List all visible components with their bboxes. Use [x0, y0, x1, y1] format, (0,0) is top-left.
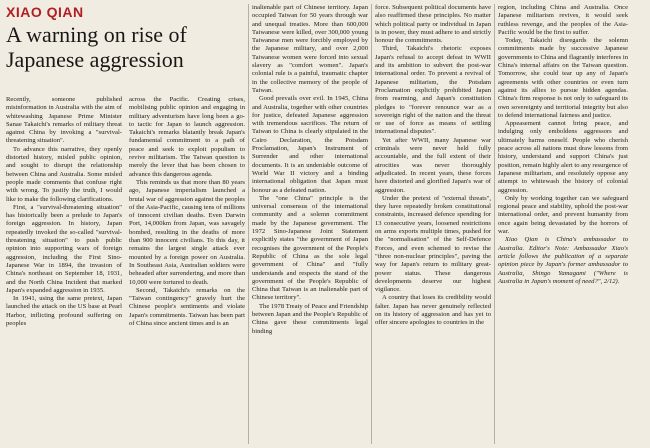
paragraph: In 1941, using the same pretext, Japan launched the attack on the US base at Pearl Harbor, inflicting profound suffering on peoples — [6, 295, 122, 328]
paragraph: across the Pacific. Creating crises, mobilising public opinion and engaging in military adventurism have long been a go-to tactic for Japan to launch aggression. Takaichi's remarks blatantly break Japan's fundamental commitment to a path of peace and seek to exploit populism to revive militarism. The Taiwan question is merely the lever that has been chosen to advance this dangerous agenda. — [129, 96, 245, 178]
column-divider — [494, 4, 495, 444]
column-divider — [248, 4, 249, 444]
paragraph: To advance this narrative, they openly distorted history, misled public opinion, and sought to disrupt the relationship between China and Australia. Some misled people made comments that confuse right with wrong. To justify the truth, I would like to make the following clarifications. — [6, 145, 122, 203]
paragraph: Second, Takaichi's remarks on the "Taiwan contingency" gravely hurt the Chinese people's sentiments and violate Japan's commitments. Taiwan has been part of China since ancient times and is an — [129, 286, 245, 328]
paragraph: The "one China" principle is the universal consensus of the international community and a solemn commitment made by the Japanese government. The 1972 Sino-Japanese Joint Statement explicitly states "the government of Japan recognises the government of the People's Republic of China as the sole legal government of China" and "fully understands and respects the stand of the government of the People's Republic of China that Taiwan is an inalienable part of Chinese territory". — [252, 194, 368, 302]
paragraph: Good prevails over evil. In 1945, China and Australia, together with other countries for justice, defeated Japanese aggression with tremendous sacrifices. The return of Taiwan to China is clearly stipulated in the Cairo Declaration, the Potsdam Proclamation, Japan's Instrument of Surrender and other international documents. It is an undeniable outcome of World War II victory and a binding international obligation that Japan must honour as a defeated nation. — [252, 95, 368, 194]
author-byline: XIAO QIAN — [6, 4, 84, 20]
paragraph: This reminds us that more than 80 years ago, Japanese imperialism launched a brutal war of aggression against the peoples of the Asia-Pacific, causing tens of millions of innocent civilian deaths. Even Darwin Port, 14,000km from Japan, was savagely bombed, resulting in the deaths of more than 900 innocent civilians. To this day, it remains the largest single attack ever mounted by a foreign power on Australia. In Southeast Asia, Australian soldiers were beheaded after surrendering, and more than 10,000 were tortured to death. — [129, 178, 245, 286]
article-column-3 — [252, 4, 368, 336]
article-column-1 — [6, 96, 122, 328]
paragraph: Appeasement cannot bring peace, and indulging only emboldens aggressors and ultimately harms oneself. People who cherish peace across all nations must draw lessons from history, understand and support China's just position, remain highly alert to any resurgence of Japanese militarism, and resolutely oppose any attempt to whitewash the history of colonial aggression. — [498, 120, 628, 194]
paragraph: Third, Takaichi's rhetoric exposes Japan's refusal to accept defeat in WWII and its ambition to subvert the post-war international order. To prevent a revival of Japanese militarism, the Potsdam Proclamation explicitly prohibited Japan from rearming, and Japan's constitution pledges to "forever renounce war as a sovereign right of the nation and the threat or use of force as means of settling international disputes". — [375, 45, 491, 136]
article-column-5 — [498, 4, 628, 286]
paragraph: First, a "survival-threatening situation" has historically been a prelude to Japan's foreign aggression. In history, Japan repeatedly invoked the so-called "survival-threatening situation" to push public opinion into supporting wars of foreign aggression, including the First Sino-Japanese War in 1894, the invasion of China's northeast on September 18, 1931, and the North China Incident that marked Japan's expanded aggression in 1935. — [6, 203, 122, 294]
paragraph: A country that loses its credibility would falter. Japan has never genuinely reflected on its history of aggression and has yet to offer sincere apologies to countries in the — [375, 294, 491, 327]
paragraph: force. Subsequent political documents have also reaffirmed these principles. No matter which political party or individual in Japan is in power, they must adhere to and strictly honour the commitments. — [375, 4, 491, 45]
paragraph: Recently, someone published misinformation in Australia with the aim of whitewashing Japanese Prime Minister Sanae Takaichi's remarks of military threat against China by invoking a "survival-threatening situation". — [6, 96, 122, 145]
paragraph: region, including China and Australia. Once Japanese militarism revives, it would seek ruthless revenge, and the peoples of the Asia-Pacific would be the first to suffer. — [498, 4, 628, 36]
paragraph: Today, Takaichi disregards the solemn commitments made by successive Japanese governments to China and flagrantly interferes in China's internal affairs on the Taiwan question. Tomorrow, she could tear up any of Japan's agreements with other countries or even turn against its allies to pursue hidden agendas. China's firm response is not only to safeguard its own sovereignty and territorial integrity but also to defend international fairness and justice. — [498, 37, 629, 119]
article-column-4 — [375, 4, 491, 328]
paragraph: Yet after WWII, many Japanese war criminals were never held fully accountable, and the full extent of their atrocities was never thoroughly adjudicated. In recent years, these forces have distorted and glorified Japan's war of aggression. — [375, 136, 491, 194]
paragraph: Only by working together can we safeguard regional peace and stability, uphold the post-war international order, and prevent humanity from once again being devastated by the horrors of war. — [498, 194, 628, 236]
paragraph: The 1978 Treaty of Peace and Friendship between Japan and the People's Republic of China gave these commitments legal binding — [252, 302, 368, 335]
paragraph: inalienable part of Chinese territory. Japan occupied Taiwan for 50 years through war and unequal treaties. More than 600,000 Taiwanese were killed, over 300,000 young Taiwanese men were forcibly employed by the Japanese military, and over 2,000 Taiwanese women were forced into sexual slavery as "comfort women". Japan's colonial rule is a painful, traumatic chapter in the collective memory of the people of Taiwan. — [252, 4, 368, 94]
column-divider — [371, 4, 372, 444]
paragraph: Under the pretext of "external threats", they have repeatedly broken constitutional constraints, increased defence spending for 13 consecutive years, loosened restrictions on arms exports multiple times, pushed for the "normalisation" of the Self-Defence Forces, and even schemed to revise the "three non-nuclear principles", paving the way for Japan's return to military great-power status. These dangerous developments deserve our highest vigilance. — [375, 194, 491, 294]
author-footnote: Xiao Qian is China's ambassador to Australia. Editor's Note: Ambassador Xiao's article follows the publication of a separate opinion piece by Japan's former ambassador to Australia, Shingo Yamagami ("Where is Australia in Japan's moment of need?", 2/12). — [498, 236, 628, 285]
headline: A warning on rise of Japanese aggression — [6, 22, 187, 72]
article-column-2 — [129, 96, 245, 328]
